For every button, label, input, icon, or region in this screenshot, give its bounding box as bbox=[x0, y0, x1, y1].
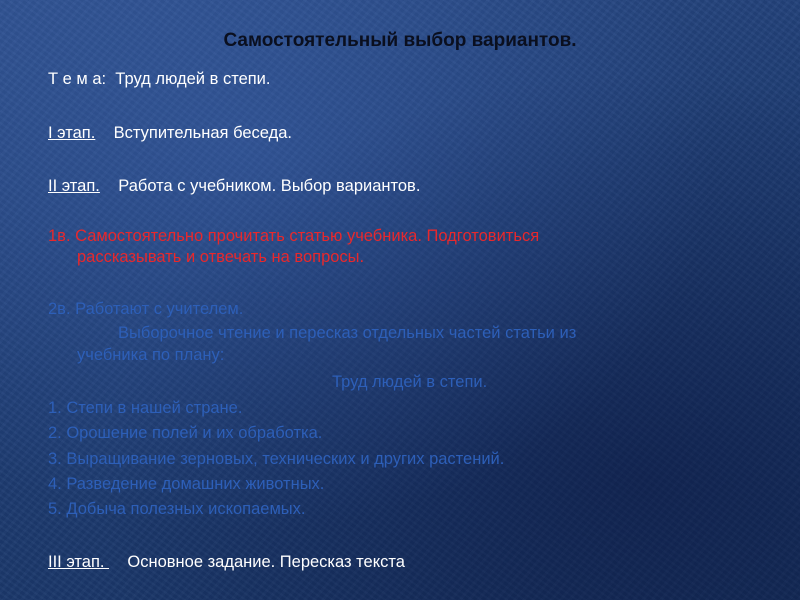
variant2-line2: Выборочное чтение и пересказ отдельных частей статьи из bbox=[118, 324, 577, 342]
stage2-line bbox=[48, 177, 420, 196]
topic-text: Труд людей в степи. bbox=[115, 70, 271, 88]
variant2-line3: учебника по плану: bbox=[77, 346, 225, 364]
stage1-line bbox=[48, 124, 292, 143]
topic-label: Т е м а: bbox=[48, 70, 107, 88]
slide-title: Самостоятельный выбор вариантов. bbox=[223, 30, 577, 51]
stage1-text: Вступительная беседа. bbox=[113, 124, 292, 142]
plan-item-2: 2. Орошение полей и их обработка. bbox=[48, 424, 323, 442]
plan-item-1: 1. Степи в нашей стране. bbox=[48, 399, 243, 417]
stage1-label: I этап. bbox=[48, 124, 96, 142]
topic-line bbox=[48, 70, 270, 89]
variant1-line2: рассказывать и отвечать на вопросы. bbox=[77, 248, 365, 266]
stage3-text: Основное задание. Пересказ текста bbox=[127, 553, 405, 571]
stage3-label: III этап. bbox=[48, 553, 110, 571]
stage2-text: Работа с учебником. Выбор вариантов. bbox=[118, 177, 421, 195]
plan-item-3: 3. Выращивание зерновых, технических и других растений. bbox=[48, 450, 505, 468]
variant2-line1: 2в. Работают с учителем. bbox=[48, 300, 244, 318]
plan-item-4: 4. Разведение домашних животных. bbox=[48, 475, 325, 493]
plan-title: Труд людей в степи. bbox=[332, 373, 488, 391]
plan-item-5: 5. Добыча полезных ископаемых. bbox=[48, 500, 306, 518]
stage2-label: II этап. bbox=[48, 177, 100, 195]
variant1-line1: 1в. Самостоятельно прочитать статью учебника. Подготовиться bbox=[48, 227, 540, 245]
stage3-line bbox=[48, 553, 405, 572]
